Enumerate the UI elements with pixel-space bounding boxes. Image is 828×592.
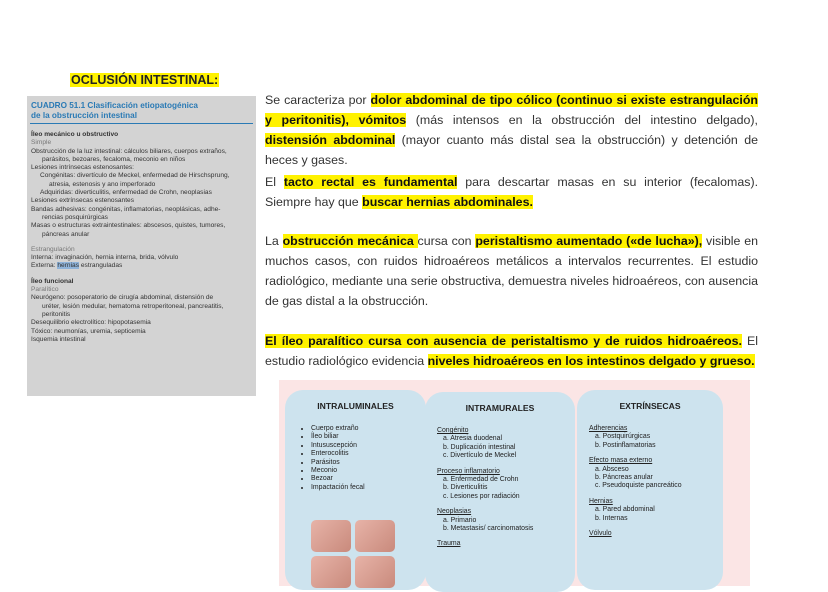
table-line: atresia, estenosis y ano imperforado [49, 180, 156, 188]
group-item: a. Enfermedad de Crohn [443, 476, 519, 484]
group-heading: Neoplasias [437, 508, 472, 516]
obstruction-causes-diagram [279, 380, 750, 586]
caption-line: de la obstrucción intestinal [31, 111, 138, 120]
group-item: b. Duplicación intestinal [443, 443, 516, 451]
group-heading: Proceso inflamatorio [437, 467, 500, 475]
cause-item: • Enterocolitis [311, 450, 420, 458]
highlighted-text: obstrucción mecánica [282, 234, 418, 248]
table-line: Lesiones extrínsecas estenosantes [31, 197, 134, 205]
highlighted-text: niveles hidroaéreos en los intestinos delgado y grueso. [427, 354, 755, 368]
cause-item: • Meconio [311, 467, 420, 475]
selected-word: hernias [57, 262, 80, 270]
table-line: rencias posquirúrgicas [42, 213, 108, 221]
table-line: Congénitas: divertículo de Meckel, enfermedad de Hirschsprung, [40, 172, 230, 180]
table-line: uréter, lesión medular, hematoma retroperitoneal, pancreatitis, [42, 302, 224, 310]
spacer [437, 461, 569, 468]
body-text: El estudio radiológico evidencia [265, 334, 759, 368]
paragraph-symptoms [265, 90, 758, 170]
highlighted-text: peristaltismo aumentado («de lucha»), [475, 234, 703, 248]
table-line: Adquiridas: diverticulitis, enfermedad de Crohn, neoplasias [40, 189, 212, 197]
body-text: cursa con [417, 234, 476, 248]
table-line: Neurógeno: posoperatorio de cirugía abdominal, distensión de [31, 294, 214, 302]
cause-item: • Íleo biliar [311, 433, 420, 441]
table-caption [31, 101, 198, 121]
group-item: b. Internas [595, 514, 628, 522]
group-heading: Vólvulo [589, 530, 612, 538]
box-title: INTRALUMINALES [317, 401, 394, 411]
spacer [589, 491, 717, 498]
table-line: Lesiones intrínsecas estenosantes: [31, 164, 134, 172]
table-line [31, 239, 255, 246]
group-heading: Trauma [437, 540, 461, 548]
cause-item: • Impactación fecal [311, 484, 420, 492]
table-line: Estrangulación [31, 245, 75, 253]
cause-item: • Intususcepción [311, 442, 420, 450]
table-line: páncreas anular [42, 230, 90, 238]
spacer [437, 501, 569, 508]
paragraph-paralytic-ileus [265, 331, 758, 371]
spacer [589, 523, 717, 530]
table-line: Masas o estructuras extraintestinales: abscesos, quistes, tumores, [31, 222, 226, 230]
table-line: parásitos, bezoares, fecaloma, meconio en niños [42, 155, 186, 163]
body-text: El [265, 175, 284, 189]
group-item: c. Divertículo de Meckel [443, 452, 517, 460]
caption-divider [30, 123, 253, 124]
highlighted-text: dolor abdominal de tipo cólico (continuo si existe estrangulación y peritonitis), vómitos [265, 93, 758, 127]
spacer [437, 533, 569, 540]
caption-line: CUADRO 51.1 Clasificación etiopatogénica [31, 101, 198, 110]
table-line: Isquemia intestinal [31, 335, 86, 343]
table-line: Desequilibrio electrolítico: hipopotasemia [31, 319, 151, 327]
body-text: (más intensos en la obstrucción del intestino delgado), [406, 113, 758, 127]
body-text: (mayor cuanto más distal sea la obstrucción) y detención de heces y gases. [265, 133, 758, 167]
group-item: a. Postquirúrgicas [595, 433, 651, 441]
table-line: Interna: invaginación, hernia interna, brida, vólvulo [31, 254, 179, 262]
group-item: a. Primario [443, 516, 477, 524]
table-line: Bandas adhesivas: congénitas, inflamatorias, neoplásicas, adhe- [31, 205, 221, 213]
cause-list [297, 425, 420, 492]
spacer [589, 450, 717, 457]
group-item: c. Pseudoquiste pancreático [595, 482, 682, 490]
body-text: visible en muchos casos, con ruidos hidroaéreos metálicos a intervalos recurrentes. El estudio radiológico, mediante una serie obstructiva, demuestra niveles hidroaéreos, con ausencia de gas distal a la obstrucción. [265, 234, 758, 308]
intraluminal-box [285, 390, 426, 590]
group-heading: Efecto masa externo [589, 457, 653, 465]
intussusception-illustration [311, 520, 351, 552]
box-body [297, 425, 420, 492]
anatomy-illustrations [309, 514, 399, 590]
highlighted-text: El íleo paralítico cursa con ausencia de peristaltismo y de ruidos hidroaéreos. [265, 334, 742, 348]
cause-item: • Parásitos [311, 459, 420, 467]
box-title: INTRAMURALES [465, 403, 535, 413]
table-line: Externa: hernias estranguladas [31, 262, 123, 270]
classification-table-box [27, 96, 256, 396]
adhesion-illustration [355, 556, 395, 588]
body-text: La [265, 234, 283, 248]
group-item: b. Metastasis/ carcinomatosis [443, 525, 534, 533]
table-line: Tóxico: neumonías, uremia, septicemia [31, 327, 146, 335]
group-item: a. Absceso [595, 465, 629, 473]
group-heading: Hernias [589, 497, 613, 505]
box-title: EXTRÍNSECAS [619, 401, 681, 411]
cause-item: • Bezoar [311, 475, 420, 483]
table-line: Simple [31, 139, 52, 147]
group-item: b. Postinflamatorias [595, 441, 656, 449]
body-text: para descartar masas en su interior (fecalomas). Siempre hay que [265, 175, 759, 209]
table-line [31, 271, 255, 278]
highlighted-text: buscar hernias abdominales. [362, 195, 533, 209]
intramural-box [425, 392, 575, 592]
table-body [31, 131, 255, 344]
box-body [589, 425, 717, 538]
body-text: Se caracteriza por [265, 93, 371, 107]
group-item: a. Pared abdominal [595, 506, 655, 514]
cause-item: • Cuerpo extraño [311, 425, 420, 433]
group-heading: Adherencias [589, 425, 628, 432]
table-line: Íleo mecánico u obstructivo [31, 131, 119, 138]
volvulus-illustration [355, 520, 395, 552]
highlighted-text: distensión abdominal [265, 133, 396, 147]
group-item: b. Diverticulitis [443, 484, 488, 492]
highlighted-text: tacto rectal es fundamental [283, 175, 458, 189]
group-item: c. Lesiones por radiación [443, 492, 520, 500]
paragraph-mechanical-obstruction [265, 231, 758, 311]
page-title: OCLUSIÓN INTESTINAL: [71, 73, 219, 87]
group-heading: Congénito [437, 427, 469, 434]
table-line: Íleo funcional [31, 277, 74, 285]
extrinsic-box [577, 390, 723, 590]
hernia-illustration [311, 556, 351, 588]
group-item: b. Páncreas anular [595, 474, 653, 482]
table-line: peritonitis [42, 310, 71, 318]
group-item: a. Atresia duodenal [443, 435, 502, 443]
box-body [437, 427, 569, 549]
paragraph-rectal-exam [265, 172, 758, 212]
table-line: Obstrucción de la luz intestinal: cálculos biliares, cuerpos extraños, [31, 147, 227, 155]
table-line: Paralítico [31, 286, 59, 294]
